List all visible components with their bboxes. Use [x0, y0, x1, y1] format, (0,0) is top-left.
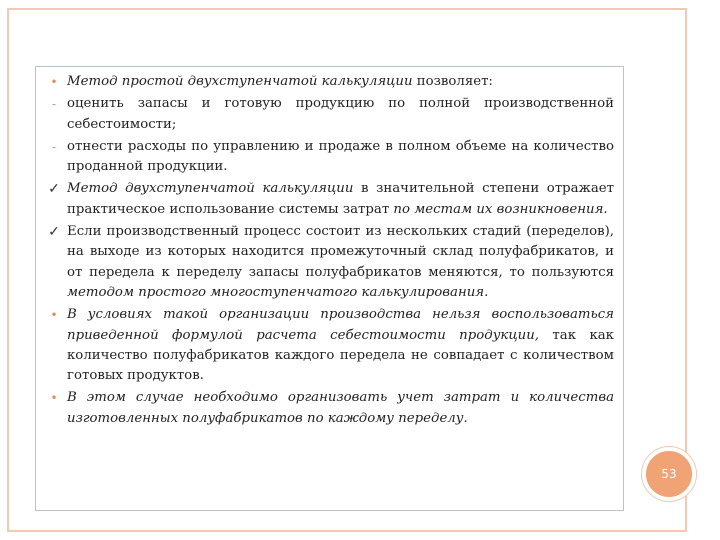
item-text: позволяет: — [412, 74, 493, 89]
list-item — [48, 72, 614, 92]
bullet-list — [48, 72, 614, 431]
dot-bullet-icon: • — [50, 75, 58, 89]
item-text: Метод двухступенчатой калькуляции — [67, 181, 354, 197]
dot-bullet-icon: • — [50, 391, 58, 406]
item-text: В этом случае необходимо организовать учет затрат и количества изготовленных полуфабрикатов по каждому переделу. — [67, 390, 614, 426]
checkmark-bullet-icon: ✓ — [48, 181, 60, 198]
page-number-badge: 53 — [642, 447, 696, 501]
list-item — [48, 137, 614, 178]
item-text: так как количество полуфабрикатов каждого передела не совпадает с количеством готовых продуктов. — [67, 327, 614, 384]
item-text: В условиях такой организации производства нельзя воспользоваться приведенной формулой расчета себестоимости продукции, — [67, 307, 614, 343]
list-item — [48, 305, 614, 386]
checkmark-bullet-icon: ✓ — [48, 224, 60, 241]
list-item — [48, 94, 614, 135]
item-text: отнести расходы по управлению и продаже в полном объеме на количество проданной продукции. — [67, 138, 614, 175]
list-item — [48, 388, 614, 429]
dot-bullet-icon: • — [50, 308, 58, 323]
list-item — [48, 179, 614, 220]
item-text: Если производственный процесс состоит из нескольких стадий (переделов), на выходе из которых находится промежуточный склад полуфабрикатов, и от передела к переделу запасы полуфабрикатов меняются, то пользуются — [67, 224, 614, 280]
item-text: Метод простой двухступенчатой калькуляции — [67, 74, 413, 89]
item-text: оценить запасы и готовую продукцию по полной производственной себестоимости; — [67, 96, 614, 132]
dash-bullet-icon: - — [51, 139, 57, 154]
item-text: по местам их возникновения. — [393, 201, 608, 217]
item-text: методом простого многоступенчатого калькулирования. — [67, 284, 489, 300]
list-item — [48, 222, 614, 303]
dash-bullet-icon: - — [51, 97, 57, 112]
item-text: в значительной степени отражает практическое использование системы затрат — [67, 181, 614, 217]
